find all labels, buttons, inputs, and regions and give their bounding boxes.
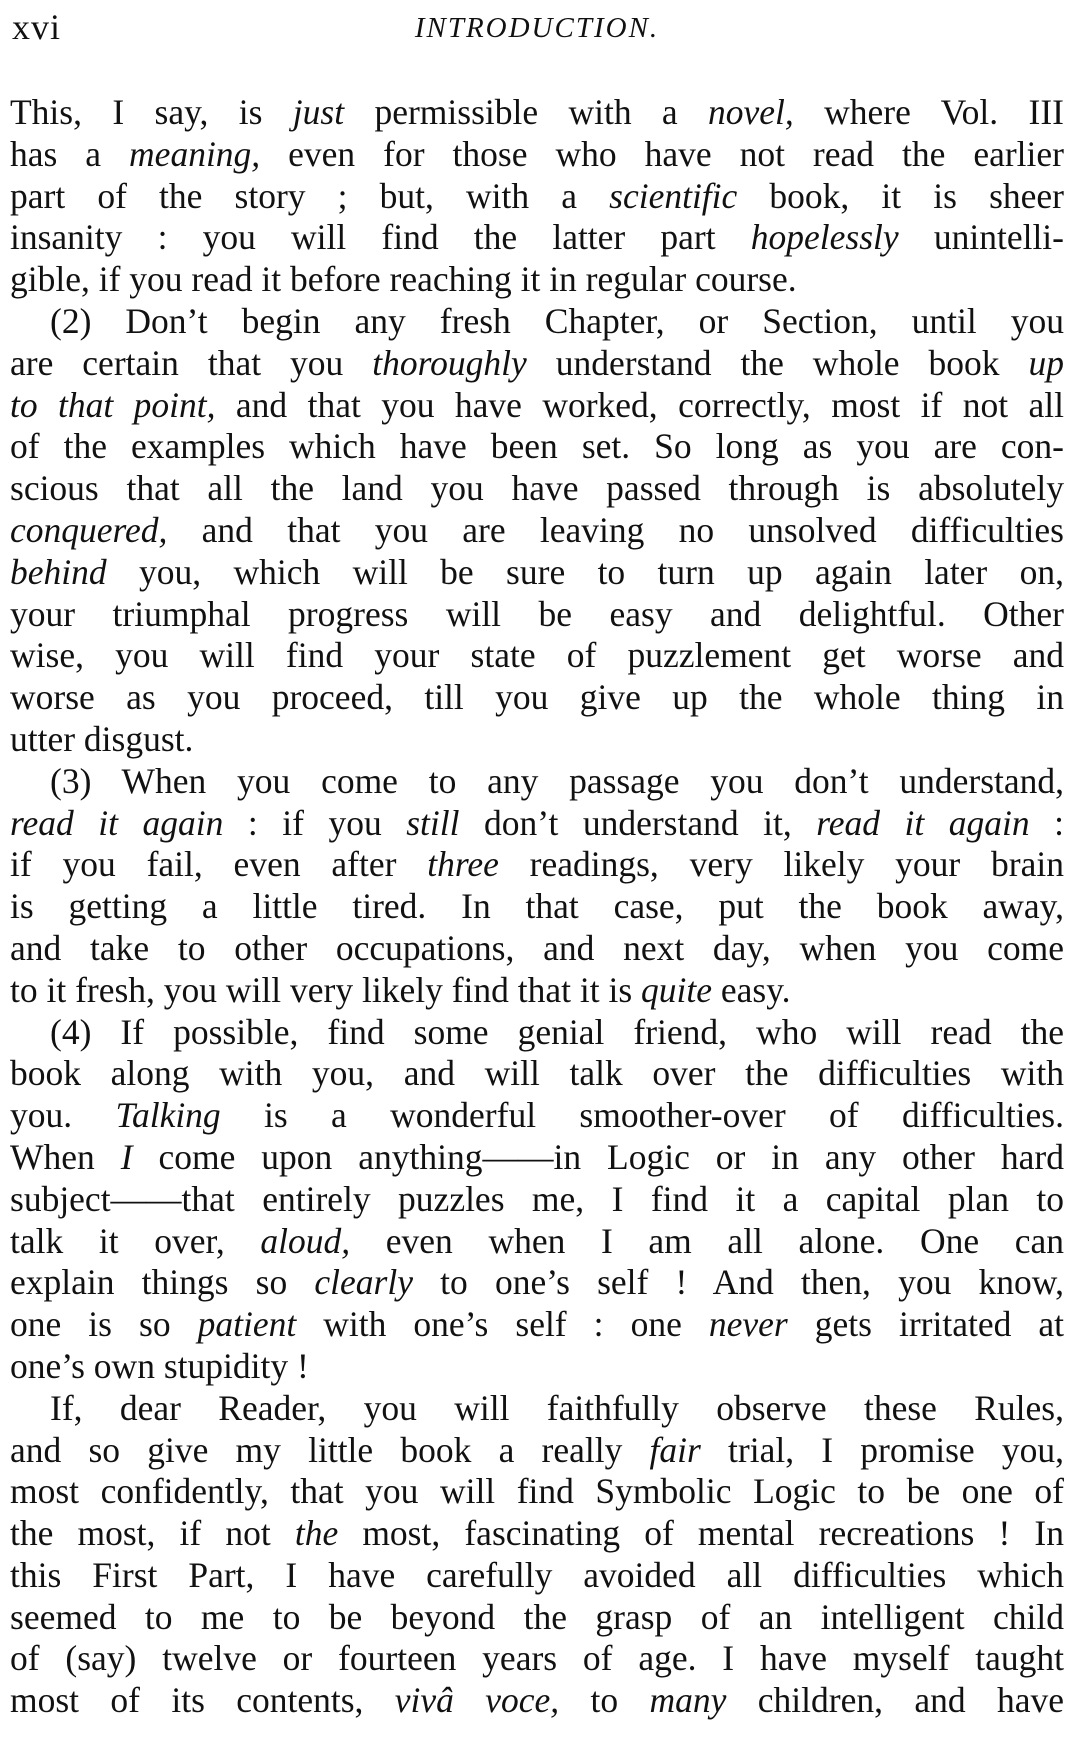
text-line: read it again : if you still don’t understand it, read it again :	[10, 802, 1064, 843]
body-text	[10, 92, 1064, 1722]
text-line: explain things so clearly to one’s self ! And then, you know,	[10, 1262, 1064, 1303]
text-line: This, I say, is just permissible with a novel, where Vol. III	[10, 92, 1064, 132]
text-line: When I come upon anything——in Logic or in any other hard	[10, 1136, 1064, 1177]
text-line: wise, you will find your state of puzzlement get worse and	[10, 635, 1064, 676]
text-line: one’s own stupidity !	[10, 1345, 309, 1386]
text-line: (3) When you come to any passage you don’t understand,	[50, 760, 1064, 801]
text-line: talk it over, aloud, even when I am all alone. One can	[10, 1220, 1064, 1261]
page-number: xvi	[12, 7, 62, 47]
text-line: (4) If possible, find some genial friend, who will read the	[50, 1011, 1064, 1052]
text-line: most confidently, that you will find Symbolic Logic to be one of	[10, 1471, 1064, 1512]
text-line: (2) Don’t begin any fresh Chapter, or Section, until you	[50, 300, 1064, 341]
running-head: INTRODUCTION.	[414, 12, 660, 44]
text-line: and take to other occupations, and next day, when you come	[10, 927, 1064, 968]
page-header	[10, 0, 1064, 70]
text-line: gible, if you read it before reaching it in regular course.	[10, 259, 797, 300]
text-line: your triumphal progress will be easy and delightful. Other	[10, 593, 1064, 634]
text-line: you. Talking is a wonderful smoother-over of difficulties.	[10, 1095, 1064, 1136]
text-line: to it fresh, you will very likely find that it is quite easy.	[10, 969, 791, 1010]
text-line: the most, if not the most, fascinating of mental recreations ! In	[10, 1513, 1064, 1554]
text-line: utter disgust.	[10, 718, 194, 759]
text-line: insanity : you will find the latter part hopelessly unintelli-	[10, 217, 1064, 258]
text-line: and so give my little book a really fair trial, I promise you,	[10, 1429, 1064, 1470]
text-line: most of its contents, vivâ voce, to many children, and have	[10, 1680, 1064, 1721]
text-line: this First Part, I have carefully avoided all difficulties which	[10, 1554, 1064, 1595]
text-line: worse as you proceed, till you give up the whole thing in	[10, 677, 1064, 718]
text-line: to that point, and that you have worked, correctly, most if not all	[10, 384, 1064, 425]
text-line: book along with you, and will talk over the difficulties with	[10, 1053, 1064, 1094]
text-line: if you fail, even after three readings, very likely your brain	[10, 844, 1064, 885]
text-line: part of the story ; but, with a scientific book, it is sheer	[10, 175, 1064, 216]
text-line: scious that all the land you have passed through is absolutely	[10, 468, 1064, 509]
text-line: conquered, and that you are leaving no unsolved difficulties	[10, 509, 1064, 550]
text-line: subject——that entirely puzzles me, I find it a capital plan to	[10, 1178, 1064, 1219]
book-page	[10, 0, 1064, 1741]
text-line: of (say) twelve or fourteen years of age. I have myself taught	[10, 1638, 1064, 1679]
text-line: has a meaning, even for those who have not read the earlier	[10, 133, 1064, 174]
text-line: are certain that you thoroughly understand the whole book up	[10, 342, 1064, 383]
text-line: of the examples which have been set. So long as you are con-	[10, 426, 1064, 467]
text-line: If, dear Reader, you will faithfully observe these Rules,	[50, 1387, 1064, 1428]
text-line: one is so patient with one’s self : one never gets irritated at	[10, 1304, 1064, 1345]
text-line: is getting a little tired. In that case, put the book away,	[10, 886, 1064, 927]
text-line: behind you, which will be sure to turn up again later on,	[10, 551, 1064, 592]
text-line: seemed to me to be beyond the grasp of an intelligent child	[10, 1596, 1064, 1637]
